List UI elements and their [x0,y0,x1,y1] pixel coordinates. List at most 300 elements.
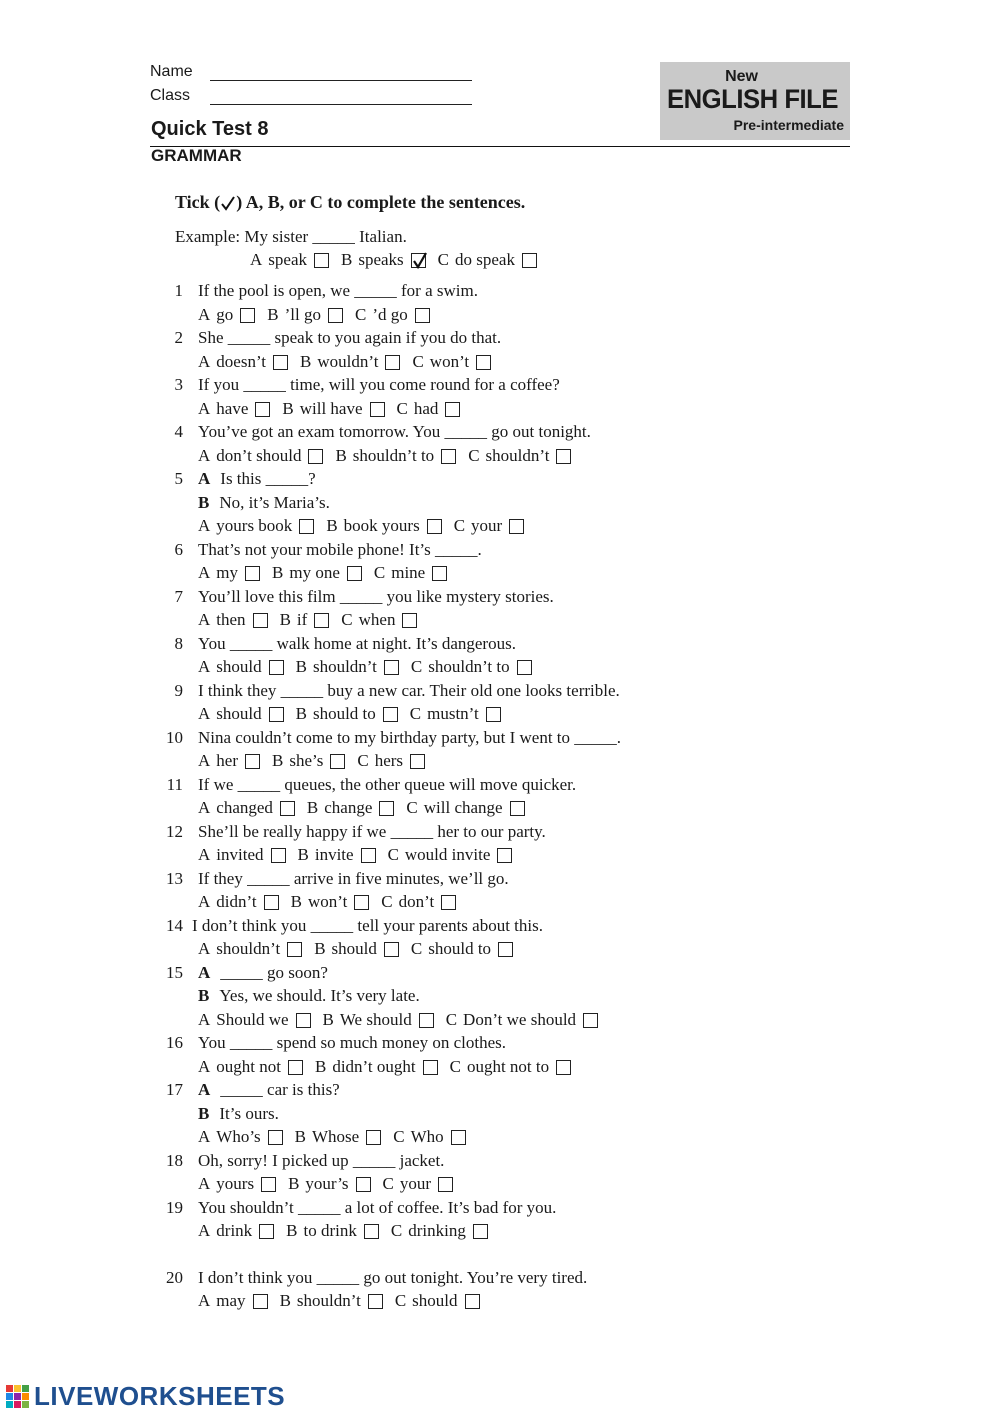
question-number: 13 [166,868,183,888]
option-letter: B [341,250,353,269]
option-checkbox[interactable] [411,253,426,268]
option-c[interactable] [395,1291,480,1311]
option-letter: A [198,563,211,582]
option-letter: A [198,516,211,535]
option-b[interactable] [307,798,394,818]
option-checkbox[interactable] [264,895,279,910]
option-checkbox[interactable] [415,308,430,323]
option-text: have [216,398,249,418]
option-letter: A [198,939,211,958]
option-checkbox[interactable] [354,895,369,910]
speaker-label: B [198,986,210,1005]
answer-options [198,1174,465,1194]
option-text: shouldn’t [296,1291,361,1310]
option-a[interactable] [198,1174,276,1194]
option-checkbox[interactable] [476,355,491,370]
answer-options [198,446,583,466]
option-letter: A [198,845,211,864]
answer-options [198,751,437,771]
sentence: I don’t think you _____ go out tonight. You’re very tired. [198,1267,588,1287]
answer-options [198,399,472,419]
option-c[interactable] [406,798,524,818]
option-checkbox[interactable] [356,1177,371,1192]
option-letter: A [198,798,211,817]
option-letter: A [198,610,211,629]
option-checkbox[interactable] [465,1294,480,1309]
option-c[interactable] [374,563,447,583]
option-b[interactable] [286,1221,379,1241]
answer-options [198,1221,500,1241]
option-letter: A [198,1009,211,1029]
option-c[interactable] [446,1010,598,1030]
question-number: 8 [174,633,183,653]
option-checkbox[interactable] [330,754,345,769]
option-checkbox[interactable] [261,1177,276,1192]
option-checkbox[interactable] [271,848,286,863]
option-checkbox[interactable] [280,801,295,816]
class-field[interactable] [210,104,472,105]
option-letter: A [250,250,263,269]
question-text [198,728,621,748]
option-checkbox[interactable] [385,355,400,370]
option-a[interactable] [198,399,270,419]
option-text: yours [216,1174,255,1193]
instructions-before: Tick ( [175,192,221,212]
question-number: 15 [166,962,183,982]
option-text: she’s [289,751,324,770]
option-c[interactable] [411,939,513,959]
option-text: Whose [312,1127,360,1146]
option-text: didn’t [216,892,257,911]
answer-options [198,1291,492,1311]
option-a[interactable] [198,1057,303,1077]
option-checkbox[interactable] [419,1013,434,1028]
option-c[interactable] [388,845,513,865]
question-text [198,469,316,489]
option-checkbox[interactable] [509,519,524,534]
sentence: If we _____ queues, the other queue will move quicker. [198,774,577,794]
option-b[interactable] [315,1057,438,1077]
option-b[interactable] [335,446,456,466]
option-b[interactable] [296,657,399,677]
option-text: my one [289,563,340,582]
option-c[interactable] [450,1057,572,1077]
option-c[interactable] [355,305,430,325]
option-c[interactable] [381,892,456,912]
option-checkbox[interactable] [441,895,456,910]
option-b[interactable] [298,845,376,865]
option-letter: C [394,1291,407,1310]
option-text: speak [268,250,307,269]
question-number: 6 [174,539,183,559]
option-text: Should we [216,1009,289,1029]
option-text: should to [428,939,492,958]
option-letter: B [322,1009,334,1029]
option-c[interactable] [412,352,491,372]
option-text: will have [299,398,363,418]
answer-options [198,845,524,865]
option-checkbox[interactable] [441,449,456,464]
option-text: had [413,398,439,418]
option-letter: B [279,1291,291,1310]
option-a[interactable] [198,563,260,583]
option-b[interactable] [280,610,330,630]
option-text: do speak [455,250,515,269]
option-b[interactable] [295,1127,382,1147]
option-letter: B [272,751,284,770]
option-checkbox[interactable] [308,449,323,464]
option-letter: C [373,563,386,582]
option-c[interactable] [438,250,537,270]
question-text [198,1104,279,1124]
question-number: 14 [166,915,183,935]
option-checkbox[interactable] [451,1130,466,1145]
option-a[interactable] [198,610,268,630]
option-text: shouldn’t [312,657,377,676]
option-text: ought not to [466,1056,550,1076]
option-b[interactable] [282,399,384,419]
question-text [198,493,330,513]
option-checkbox[interactable] [410,754,425,769]
question-text [198,422,591,442]
option-b[interactable] [288,1174,370,1194]
question-number: 4 [174,422,183,441]
option-b[interactable] [291,892,370,912]
option-text: invited [216,845,264,864]
option-letter: B [295,657,307,676]
option-checkbox[interactable] [268,1130,283,1145]
option-text: ought not [216,1056,281,1076]
option-letter: B [267,304,279,324]
option-checkbox[interactable] [498,942,513,957]
option-checkbox[interactable] [287,942,302,957]
option-a[interactable] [198,305,255,325]
option-text: won’t [429,351,470,371]
option-checkbox[interactable] [379,801,394,816]
option-checkbox[interactable] [245,754,260,769]
answer-options [198,704,513,724]
option-c[interactable] [391,1221,488,1241]
question-text [198,1080,340,1100]
option-text: doesn’t [216,351,267,371]
option-b[interactable] [296,704,398,724]
option-letter: A [198,445,211,465]
option-text: don’t should [216,445,302,465]
option-text: will change [423,798,503,817]
answer-options [198,939,525,959]
option-a[interactable] [198,798,295,818]
option-text: hers [374,751,404,770]
example-text: Example: My sister _____ Italian. [175,227,407,246]
option-text: your’s [305,1174,349,1193]
question-number: 20 [166,1267,183,1287]
option-a[interactable] [198,446,323,466]
option-a[interactable] [198,704,284,724]
option-checkbox[interactable] [314,253,329,268]
question-text [198,681,620,701]
option-text: change [324,798,373,817]
option-checkbox[interactable] [296,1013,311,1028]
option-text: won’t [307,892,348,911]
question-text [198,1033,506,1053]
option-text: go [216,304,234,324]
option-text: should [216,657,262,676]
option-checkbox[interactable] [314,613,329,628]
option-letter: B [297,845,309,864]
sentence: You shouldn’t _____ a lot of coffee. It’s bad for you. [198,1197,557,1217]
question-text [198,1198,556,1218]
option-checkbox[interactable] [366,1130,381,1145]
option-checkbox[interactable] [361,848,376,863]
option-letter: B [272,563,284,582]
english-file-logo [660,62,850,140]
sentence: Nina couldn’t come to my birthday party, but I went to _____. [198,727,622,747]
option-a[interactable] [198,657,284,677]
question-text [198,328,501,348]
option-checkbox[interactable] [269,707,284,722]
liveworksheets-wordmark: LIVEWORKSHEETS [34,1381,286,1411]
name-label: Name [150,63,193,80]
option-text: shouldn’t to [428,657,510,676]
option-a[interactable] [198,1291,268,1311]
option-a[interactable] [198,1221,274,1241]
option-checkbox[interactable] [510,801,525,816]
option-checkbox[interactable] [486,707,501,722]
answer-options [198,657,544,677]
option-checkbox[interactable] [497,848,512,863]
option-letter: C [354,304,367,324]
option-b[interactable] [272,751,345,771]
option-a[interactable] [198,1010,311,1030]
option-checkbox[interactable] [402,613,417,628]
question-number: 16 [166,1033,183,1052]
option-letter: C [410,939,423,958]
question-text [198,375,560,395]
option-b[interactable] [272,563,362,583]
sentence: That’s not your mobile phone! It’s _____. [198,539,482,559]
option-b[interactable] [267,305,343,325]
option-letter: B [314,939,326,958]
option-letter: B [306,798,319,817]
option-checkbox[interactable] [522,253,537,268]
option-text: your [399,1174,432,1193]
option-letter: A [198,1291,211,1310]
title-divider [150,146,850,147]
option-text: drinking [408,1221,466,1240]
option-a[interactable] [250,250,329,270]
option-text: then [216,610,246,629]
option-letter: B [282,398,294,418]
question-text [198,775,576,795]
option-text: drink [216,1221,253,1240]
sentence: If you _____ time, will you come round for a coffee? [198,375,560,394]
option-letter: A [198,704,211,723]
option-c[interactable] [357,751,425,771]
brand-new: New [725,68,758,85]
question-text [198,822,546,842]
option-letter: C [453,516,466,535]
option-letter: C [381,892,393,911]
option-letter: C [449,1056,461,1076]
speaker-label: B [198,492,210,512]
option-checkbox[interactable] [288,1060,303,1075]
option-letter: A [198,1056,211,1076]
option-text: invite [314,845,354,864]
option-text: may [216,1291,246,1310]
option-checkbox[interactable] [253,1294,268,1309]
option-checkbox[interactable] [423,1060,438,1075]
option-letter: C [393,1127,405,1146]
speaker-label: A [198,1080,211,1099]
option-letter: A [198,1221,211,1240]
option-text: when [358,610,396,629]
option-checkbox[interactable] [245,566,260,581]
brand-sub: Pre-intermediate [733,117,844,133]
answer-options [198,563,459,583]
option-checkbox[interactable] [259,1224,274,1239]
option-checkbox[interactable] [517,660,532,675]
question-text [198,540,482,560]
question-number: 7 [174,586,183,606]
option-letter: C [387,845,399,864]
option-checkbox[interactable] [427,519,442,534]
checkmark-icon [411,250,429,270]
option-letter: B [326,516,338,535]
option-checkbox[interactable] [253,613,268,628]
option-a[interactable] [198,892,279,912]
option-text: to drink [303,1221,357,1240]
option-letter: B [288,1174,300,1193]
option-text: wouldn’t [317,351,379,371]
question-text [198,963,328,983]
option-letter: C [468,445,480,465]
option-c[interactable] [341,610,417,630]
option-checkbox[interactable] [384,942,399,957]
question-number: 19 [166,1197,183,1217]
instructions [175,192,525,213]
option-text: should [331,939,377,958]
brand-main: ENGLISH FILE [667,84,839,114]
option-checkbox[interactable] [273,355,288,370]
question-number: 12 [166,821,183,841]
sentence: If the pool is open, we _____ for a swim. [198,281,478,300]
sentence: She _____ speak to you again if you do that. [198,328,502,347]
option-text: my [216,563,239,582]
option-letter: B [300,351,312,371]
option-a[interactable] [198,516,314,536]
option-c[interactable] [411,657,532,677]
option-checkbox[interactable] [383,707,398,722]
option-checkbox[interactable] [556,449,571,464]
option-c[interactable] [393,1127,465,1147]
question-text [192,916,543,936]
sentence: I don’t think you _____ tell your parents about this. [192,915,543,935]
option-letter: A [198,351,211,371]
option-checkbox[interactable] [445,402,460,417]
option-letter: B [290,892,302,911]
option-letter: B [286,1221,298,1240]
option-c[interactable] [454,516,525,536]
option-checkbox[interactable] [384,660,399,675]
option-letter: C [410,657,423,676]
option-checkbox[interactable] [583,1013,598,1028]
option-text: would invite [404,845,491,864]
option-letter: C [357,751,369,770]
option-c[interactable] [383,1174,454,1194]
option-b[interactable] [326,516,441,536]
tick-icon [220,195,236,211]
question-text [198,281,478,301]
name-field[interactable] [210,80,472,81]
option-checkbox[interactable] [432,566,447,581]
option-text: yours book [216,516,293,535]
answer-options [198,516,536,536]
option-checkbox[interactable] [364,1224,379,1239]
option-checkbox[interactable] [299,519,314,534]
option-checkbox[interactable] [347,566,362,581]
option-letter: B [335,445,347,465]
option-a[interactable] [198,1127,283,1147]
option-text: Don’t we should [463,1009,577,1029]
option-c[interactable] [397,399,461,419]
option-checkbox[interactable] [370,402,385,417]
option-letter: C [412,351,424,371]
question-text [198,986,420,1006]
option-text: Who’s [216,1127,261,1146]
speaker-label: A [198,962,211,982]
option-b[interactable] [341,250,426,270]
option-letter: C [409,704,422,723]
option-b[interactable] [280,1291,383,1311]
option-checkbox[interactable] [368,1294,383,1309]
sentence: You _____ spend so much money on clothes. [198,1033,507,1052]
option-checkbox[interactable] [240,308,255,323]
option-checkbox[interactable] [328,308,343,323]
option-checkbox[interactable] [255,402,270,417]
option-checkbox[interactable] [438,1177,453,1192]
option-letter: B [294,1127,307,1146]
option-checkbox[interactable] [473,1224,488,1239]
section-title: GRAMMAR [151,146,242,165]
option-text: changed [216,798,273,817]
option-b[interactable] [323,1010,434,1030]
option-a[interactable] [198,939,302,959]
option-letter: B [279,610,291,629]
option-text: book yours [343,516,420,535]
option-letter: A [198,657,211,676]
sentence: Yes, we should. It’s very late. [219,986,420,1005]
sentence: It’s ours. [219,1103,279,1123]
option-text: speaks [358,250,404,269]
option-text: We should [339,1009,412,1029]
option-c[interactable] [468,446,571,466]
question-number: 18 [166,1150,183,1170]
option-a[interactable] [198,751,260,771]
option-letter: A [198,751,211,770]
option-b[interactable] [314,939,399,959]
option-checkbox[interactable] [269,660,284,675]
option-text: should [216,704,262,723]
option-a[interactable] [198,845,286,865]
answer-options [198,1127,478,1147]
option-c[interactable] [410,704,501,724]
question-number: 11 [166,774,183,794]
option-letter: A [198,304,211,324]
option-letter: B [295,704,307,723]
option-checkbox[interactable] [556,1060,571,1075]
option-a[interactable] [198,352,288,372]
option-b[interactable] [300,352,400,372]
